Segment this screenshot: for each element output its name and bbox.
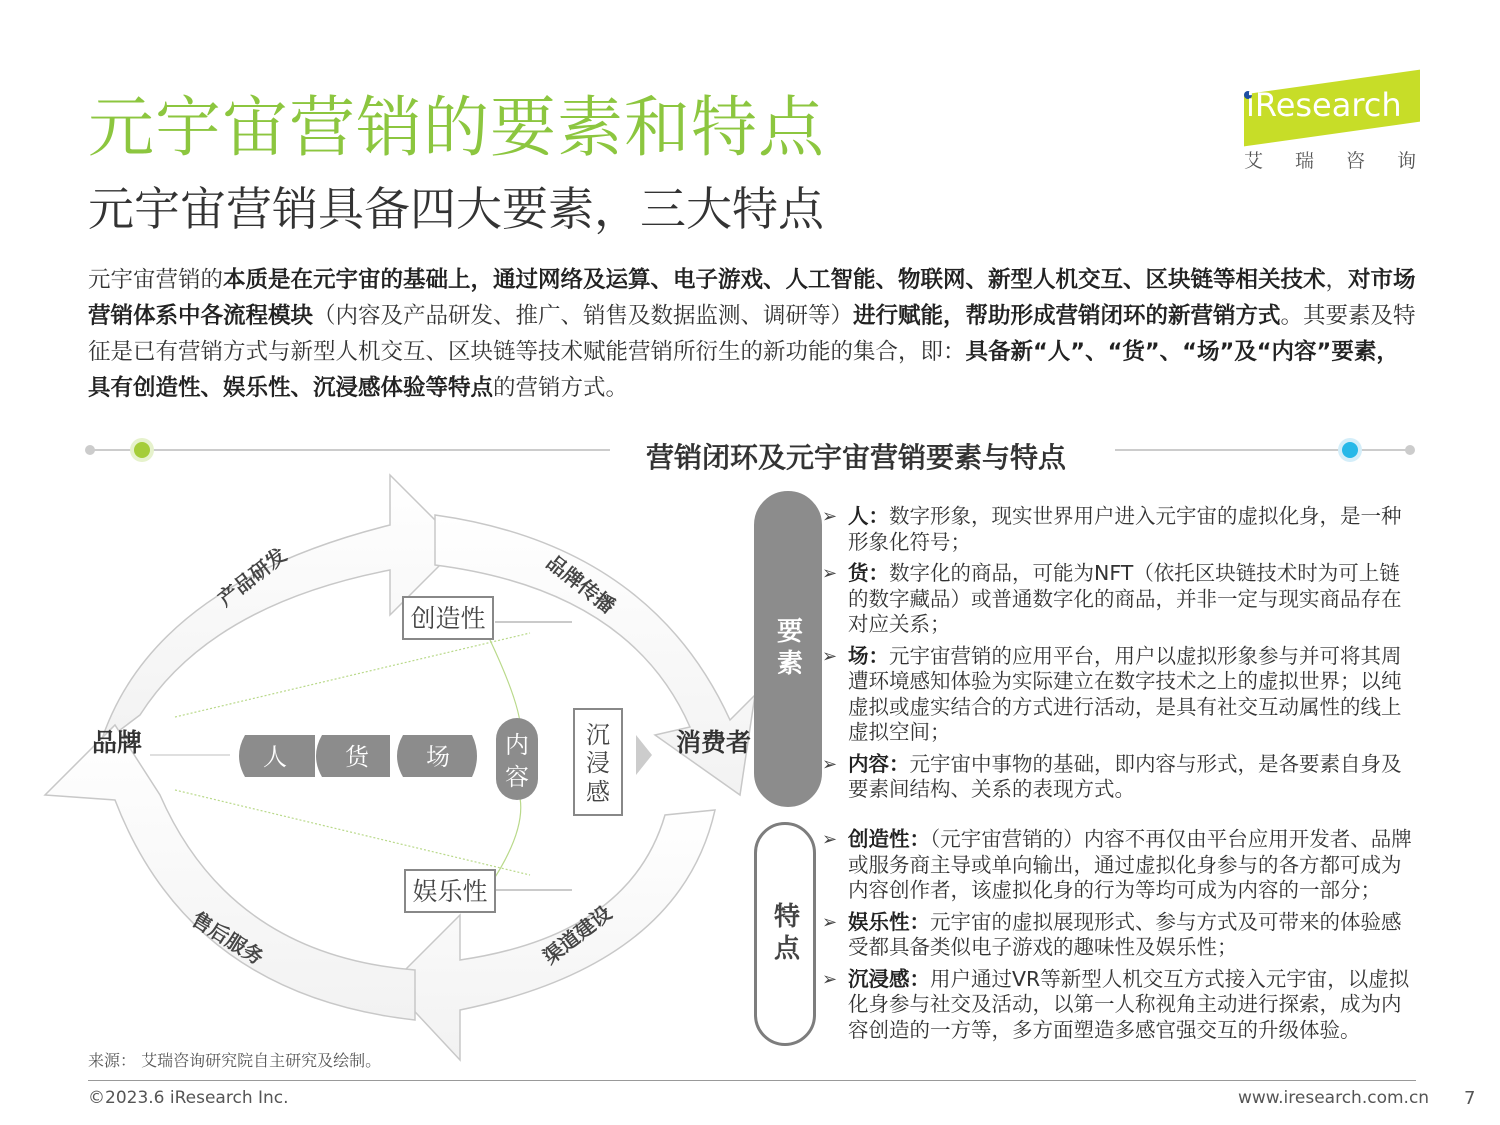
consumer-pointer-icon [636,735,652,775]
page-subtitle: 元宇宙营销具备四大要素，三大特点 [88,182,824,236]
intro-run: 具备新“人”、“货”、“场”及“内容”要素，具有创造性、娱乐性、沉浸感体验等特点 [88,339,1399,401]
divider-dot-green [134,442,150,458]
immersion-char-3: 感 [586,778,610,806]
arc-label-product: 产品研发 [213,542,292,611]
content-char-1: 内 [505,731,529,759]
ren-label: 人 [263,743,287,771]
marketing-loop-diagram [40,465,760,1065]
bullet-arrow-icon: ➢ [822,563,838,584]
logo-cn: 艾瑞咨询 [1244,150,1449,172]
page-number: 7 [1464,1088,1476,1109]
elements-list [820,504,1414,809]
features-list [820,827,1420,1049]
creativity-label: 创造性 [410,604,486,633]
intro-run: 。其要素及特征是已有营销方式与新型人机交互、区块链等技术赋能营销所衍生的新功能的集合，即： [88,303,1416,365]
item-desc: 数字形象，现实世界用户进入元宇宙的虚拟化身，是一种形象化符号； [848,504,1402,554]
item-desc: 数字化的商品，可能为NFT（依托区块链技术时为可上链的数字藏品）或普通数字化的商品，并非一定与现实商品存在对应关系； [848,561,1402,636]
iresearch-logo [1238,78,1449,172]
immersion-char-2: 浸 [586,749,610,777]
elements-pill [754,491,822,807]
arc-label-spread: 品牌传播 [541,550,620,619]
page-title: 元宇宙营销的要素和特点 [88,89,825,166]
list-item [820,752,1414,803]
item-term: 沉浸感： [848,966,930,991]
item-desc: 用户通过VR等新型人机交互方式接入元宇宙，以虚拟化身参与社交及活动，以第一人称视角主动进行探索，成为内容创造的一方等，多方面塑造多感官强交互的升级体验。 [848,966,1410,1042]
website-link[interactable]: www.iresearch.com.cn [1238,1088,1430,1108]
chang-label: 场 [426,743,450,771]
green-line-top [175,633,530,717]
bullet-arrow-icon: ➢ [822,829,838,850]
item-desc: 元宇宙营销的应用平台，用户以虚拟形象参与并可将其周遭环境感知体验为实际建立在数字技术之上的虚拟世界；以纯虚拟或虚实结合的方式进行活动，是具有社交互动属性的线上虚拟空间； [848,643,1402,744]
arc-label-channel: 渠道建设 [538,900,617,969]
source-note: 来源： 艾瑞咨询研究院自主研究及绘制。 [88,1051,382,1070]
footer-divider [88,1080,1416,1081]
arc-arrow-channel [390,810,715,1060]
elements-label: 要素 [772,617,803,681]
arc-label-service: 售后服务 [187,906,268,970]
divider-dot-left [85,445,95,455]
divider-dot-cyan [1342,442,1358,458]
item-term: 人： [848,504,889,528]
intro-paragraph [88,262,1418,406]
item-term: 创造性： [848,827,930,851]
bullet-arrow-icon: ➢ [822,753,838,775]
list-item [820,504,1414,555]
item-term: 场： [848,643,889,668]
intro-run: （内容及产品研发、推广、销售及数据监测、调研等） [313,303,854,329]
features-pill [754,822,816,1046]
content-char-2: 容 [505,763,529,791]
entertainment-label: 娱乐性 [412,877,488,906]
item-term: 娱乐性： [848,909,930,934]
huo-label: 货 [345,743,369,771]
bullet-arrow-icon: ➢ [822,968,838,990]
list-item [820,561,1414,638]
intro-run: ， [1325,267,1349,293]
copyright: ©2023.6 iResearch Inc. [88,1088,289,1108]
features-label: 特点 [769,902,800,966]
brand-label: 品牌 [92,728,143,757]
intro-run: 本质是在元宇宙的基础上，通过网络及运算、电子游戏、人工智能、物联网、新型人机交互、区块链等相关技术 [223,267,1326,293]
consumer-label: 消费者 [676,728,752,757]
item-desc: （元宇宙营销的）内容不再仅由平台应用开发者、品牌或服务商主导或单向输出，通过虚拟化身参与的各方都可成为内容创作者，该虚拟化身的行为等均可成为内容的一部分； [848,827,1412,902]
list-item [820,910,1420,961]
list-item [820,644,1414,746]
intro-run: 对市场营销体系中各流程模块 [88,267,1416,329]
item-desc: 元宇宙中事物的基础，即内容与形式，是各要素自身及要素间结构、关系的表现方式。 [848,751,1402,801]
section-title: 营销闭环及元宇宙营销要素与特点 [646,441,1067,474]
item-desc: 元宇宙的虚拟展现形式、参与方式及可带来的体验感受都具备类似电子游戏的趣味性及娱乐性； [848,909,1402,959]
intro-run: 元宇宙营销的 [88,267,224,293]
green-line-bottom [175,790,530,875]
intro-run: 进行赋能，帮助形成营销闭环的新营销方式 [853,303,1281,329]
item-term: 内容： [848,751,910,776]
bullet-arrow-icon: ➢ [822,645,838,667]
intro-run: 的营销方式。 [493,375,629,401]
immersion-char-1: 沉 [586,721,610,749]
bullet-arrow-icon: ➢ [822,911,838,933]
divider-dot-right [1405,445,1415,455]
list-item [820,827,1420,904]
list-item [820,967,1420,1044]
item-term: 货： [848,561,889,585]
bullet-arrow-icon: ➢ [822,506,838,527]
logo-text: iResearch [1246,86,1402,124]
